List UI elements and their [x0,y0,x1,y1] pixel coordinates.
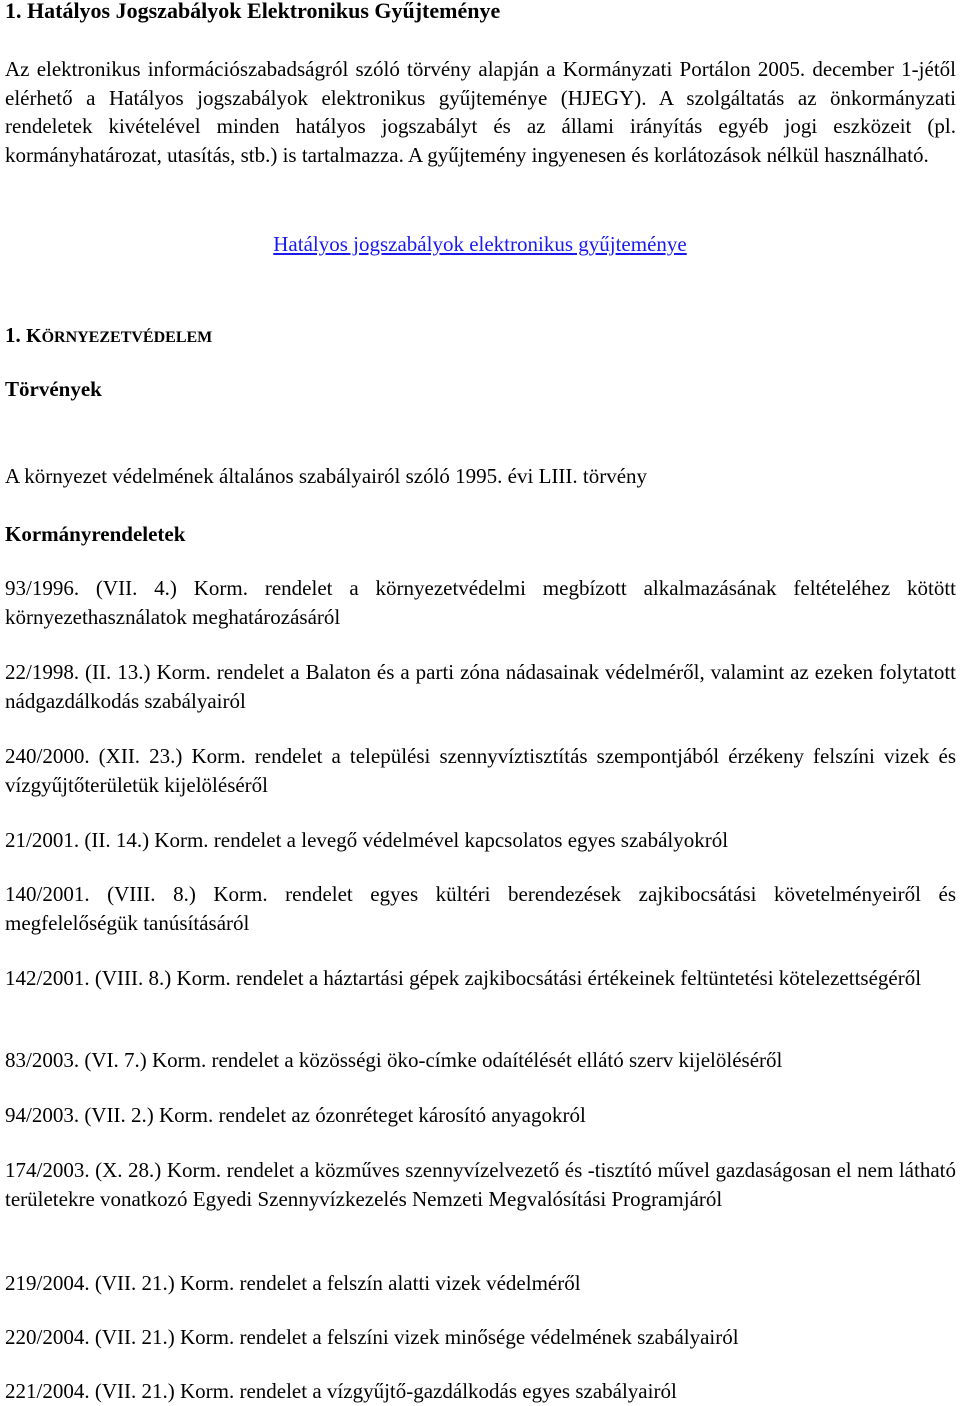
decree-item: 142/2001. (VIII. 8.) Korm. rendelet a háztartási gépek zajkibocsátási értékeinek feltüntetési kötelezettségéről [5,966,922,990]
section-title: 1. Hatályos Jogszabályok Elektronikus Gyűjteménye [5,0,501,23]
laws-heading: Törvények [5,377,102,401]
law-item: A környezet védelmének általános szabályairól szóló 1995. évi LIII. törvény [5,464,648,488]
decree-item: 93/1996. (VII. 4.) Korm. rendelet a környezetvédelmi megbízott alkalmazásának feltételéhez kötött környezethasználatok meghatározásáról [5,576,956,629]
decree-item: 174/2003. (X. 28.) Korm. rendelet a közműves szennyvízelvezető és -tisztító művel gazdaságosan el nem látható területekre vonatkozó Egyedi Szennyvízkezelés Nemzeti Megvalósítási Programjáról [5,1158,956,1211]
chapter-heading [5,322,212,351]
chapter-first-letter: K [26,325,42,347]
decrees-heading: Kormányrendeletek [5,522,186,546]
decree-item: 220/2004. (VII. 21.) Korm. rendelet a felszíni vizek minősége védelmének szabályairól [5,1325,739,1349]
decree-item: 21/2001. (II. 14.) Korm. rendelet a levegő védelmével kapcsolatos egyes szabályokról [5,828,729,852]
chapter-title-rest: ÖRNYEZETVÉDELEM [41,329,213,346]
link-line [0,230,960,258]
chapter-number: 1. [5,323,26,347]
decree-item: 240/2000. (XII. 23.) Korm. rendelet a települési szennyvíztisztítás szempontjából érzékeny felszíni vizek és vízgyűjtőterületük kijelöléséről [5,744,956,797]
decree-item: 221/2004. (VII. 21.) Korm. rendelet a vízgyűjtő-gazdálkodás egyes szabályairól [5,1379,677,1403]
decree-item: 94/2003. (VII. 2.) Korm. rendelet az ózonréteget károsító anyagokról [5,1103,586,1127]
decree-item: 83/2003. (VI. 7.) Korm. rendelet a közösségi öko-címke odaítélését ellátó szerv kijelöléséről [5,1048,783,1072]
decree-item: 219/2004. (VII. 21.) Korm. rendelet a felszín alatti vizek védelméről [5,1271,581,1295]
hjegy-link[interactable]: Hatályos jogszabályok elektronikus gyűjteménye [273,232,687,256]
intro-paragraph: Az elektronikus információszabadságról szóló törvény alapján a Kormányzati Portálon 2005. december 1-jétől elérhető a Hatályos jogszabályok elektronikus gyűjteménye (HJEGY). A szolgáltatás az önkormányzati rendeletek kivételével minden hatályos jogszabályt és az állami irányítás egyéb jogi eszközeit (pl. kormányhatározat, utasítás, stb.) is tartalmazza. A gyűjtemény ingyenesen és korlátozások nélkül használható. [5,57,956,167]
decree-item: 140/2001. (VIII. 8.) Korm. rendelet egyes kültéri berendezések zajkibocsátási követelményeiről és megfelelőségük tanúsításáról [5,882,956,935]
decree-item: 22/1998. (II. 13.) Korm. rendelet a Balaton és a parti zóna nádasainak védelméről, valamint az ezeken folytatott nádgazdálkodás szabályairól [5,660,956,713]
